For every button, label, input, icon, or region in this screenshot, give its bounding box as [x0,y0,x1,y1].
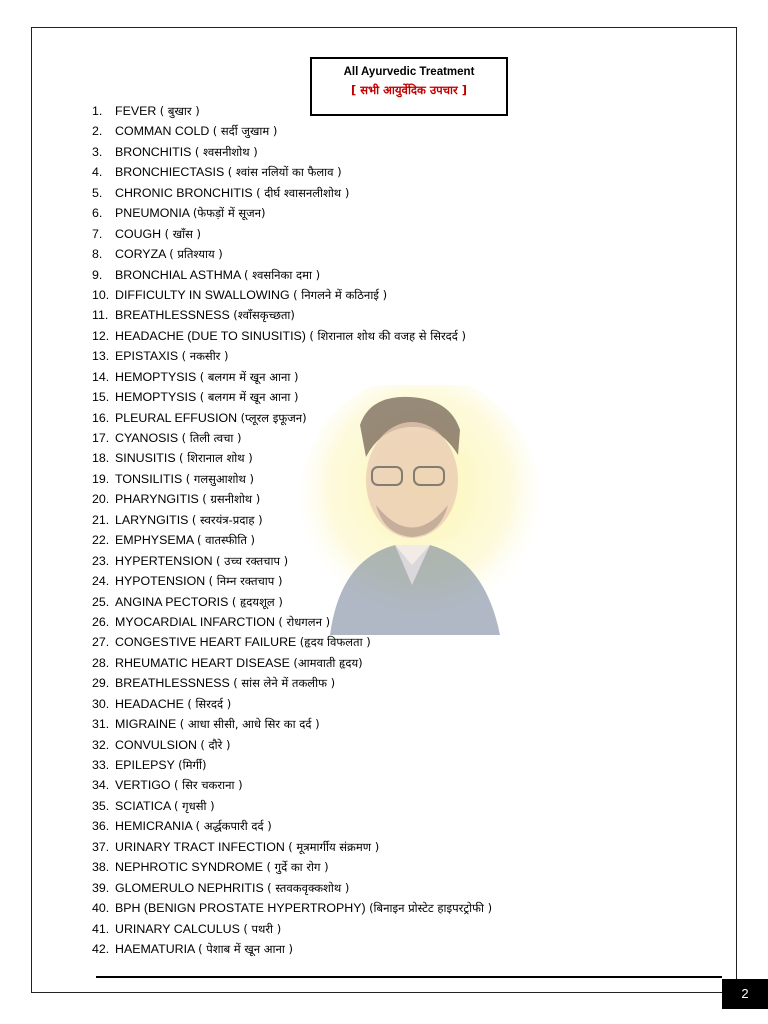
item-number: 38. [92,860,110,875]
item-hindi: ( गृधसी ) [174,798,215,813]
item-hindi: ( अर्द्धकपारी दर्द ) [195,819,272,834]
item-english: BRONCHIAL ASTHMA [115,267,241,282]
item-number: 5. [92,185,103,200]
list-item [92,714,492,734]
list-item [92,735,492,755]
footer-rule [96,976,722,978]
item-hindi: ( शिरानाल शोथ की वजह से सिरदर्द ) [309,328,467,343]
list-item [92,367,492,387]
list-item [92,551,492,571]
item-english: HAEMATURIA [115,941,195,956]
list-item [92,101,492,121]
item-number: 37. [92,839,110,854]
item-english: BREATHLESSNESS [115,676,230,691]
item-number: 19. [92,471,110,486]
item-english: FEVER [115,104,157,118]
item-english: TONSILITIS [115,471,183,486]
item-english: SINUSITIS [115,451,176,466]
item-english: CONGESTIVE HEART FAILURE [115,635,297,650]
item-hindi: ( उच्च रक्तचाप ) [216,553,289,568]
item-english: COMMAN COLD [115,124,210,139]
item-hindi: ( सांस लेने में तकलीफ ) [233,676,336,691]
item-english: LARYNGITIS [115,512,189,527]
list-item [92,265,492,285]
item-number: 16. [92,410,110,425]
list-item [92,755,492,775]
list-item [92,939,492,959]
list-item [92,796,492,816]
item-hindi: (हृदय विफलता ) [299,635,371,650]
item-hindi: ( दौरे ) [200,737,231,752]
item-english: BPH (BENIGN PROSTATE HYPERTROPHY) [115,901,366,916]
list-item [92,326,492,346]
item-english: HEADACHE [115,696,184,711]
list-item [92,857,492,877]
item-english: BRONCHITIS [115,144,192,159]
list-item [92,694,492,714]
item-hindi: (बिनाइन प्रोस्टेट हाइपरट्रोफी ) [369,901,493,916]
item-hindi: (फेफड़ों में सूजन) [192,206,266,221]
item-hindi: ( सिरदर्द ) [187,696,232,711]
list-item [92,142,492,162]
item-english: URINARY TRACT INFECTION [115,839,285,854]
item-english: MIGRAINE [115,717,177,732]
item-hindi: ( वातस्फीति ) [196,533,256,548]
item-english: PLEURAL EFFUSION [115,410,238,425]
item-english: EPISTAXIS [115,349,179,364]
item-english: PNEUMONIA [115,206,190,221]
list-item [92,448,492,468]
list-item [92,919,492,939]
list-item [92,632,492,652]
item-number: 29. [92,676,110,691]
item-number: 30. [92,696,110,711]
item-hindi: ( नकसीर ) [181,349,229,364]
item-number: 26. [92,614,110,629]
item-number: 21. [92,512,110,527]
item-number: 35. [92,798,110,813]
item-number: 41. [92,921,110,936]
item-hindi: ( रोधगलन ) [278,614,331,629]
item-number: 33. [92,758,110,772]
item-number: 18. [92,451,110,466]
list-item [92,878,492,898]
list-item [92,612,492,632]
item-english: BREATHLESSNESS [115,308,230,323]
item-hindi: ( श्वसनीशोथ ) [194,144,258,159]
item-english: NEPHROTIC SYNDROME [115,860,264,875]
list-item [92,285,492,305]
item-hindi: ( निगलने में कठिनाई ) [293,287,388,302]
list-item [92,305,492,325]
item-hindi: ( निम्न रक्तचाप ) [208,574,283,589]
item-hindi: ( सिर चकराना ) [174,778,243,793]
list-item [92,489,492,509]
item-english: COUGH [115,226,162,241]
item-hindi: ( श्वसनिका दमा ) [244,267,321,282]
item-number: 15. [92,390,110,405]
list-item [92,121,492,141]
item-number: 7. [92,226,103,241]
title-hindi: [ सभी आयुर्वेदिक उपचार ] [351,83,467,97]
item-english: HEMICRANIA [115,819,193,834]
item-number: 1. [92,104,103,118]
item-number: 24. [92,574,110,589]
item-english: CHRONIC BRONCHITIS [115,185,253,200]
item-hindi: ( पथरी ) [243,921,282,936]
item-hindi: ( स्तवकवृक्कशोथ ) [267,880,350,895]
item-english: HEADACHE (DUE TO SINUSITIS) [115,328,306,343]
item-english: PHARYNGITIS [115,492,199,507]
item-number: 9. [92,267,103,282]
item-english: EPILEPSY [115,758,175,772]
item-english: HEMOPTYSIS [115,390,197,405]
item-hindi: ( श्वांस नलियों का फैलाव ) [227,165,342,180]
item-hindi: ( गलसुआशोथ ) [185,471,254,486]
item-english: BRONCHIECTASIS [115,165,225,180]
treatment-list [92,101,492,959]
item-number: 42. [92,941,110,956]
item-english: HYPOTENSION [115,574,206,589]
list-item [92,898,492,918]
item-hindi: (मिर्गी) [178,758,207,772]
item-hindi: ( मूत्रमार्गीय संक्रमण ) [288,839,380,854]
list-item [92,428,492,448]
list-item [92,469,492,489]
item-hindi: ( हृदयशूल ) [231,594,283,609]
item-number: 40. [92,901,110,916]
item-english: HYPERTENSION [115,553,213,568]
list-item [92,510,492,530]
item-hindi: ( स्वरयंत्र-प्रदाह ) [191,512,263,527]
item-number: 20. [92,492,110,507]
list-item [92,244,492,264]
list-item [92,571,492,591]
item-number: 32. [92,737,110,752]
item-number: 17. [92,431,110,445]
item-hindi: ( आधा सीसी, आधे सिर का दर्द ) [179,717,320,732]
item-number: 34. [92,778,110,793]
item-number: 25. [92,594,110,609]
item-english: HEMOPTYSIS [115,369,197,384]
item-english: ANGINA PECTORIS [115,594,229,609]
item-english: EMPHYSEMA [115,533,194,548]
item-hindi: ( प्रतिश्याय ) [169,247,223,262]
item-hindi: ( बुखार ) [159,104,200,118]
item-number: 31. [92,717,110,732]
list-item [92,530,492,550]
item-english: MYOCARDIAL INFARCTION [115,614,275,629]
list-item [92,346,492,366]
list-item [92,673,492,693]
item-number: 27. [92,635,110,650]
item-hindi: ( बलगम में खून आना ) [199,369,299,384]
item-hindi: ( गुर्दे का रोग ) [266,860,329,875]
item-hindi: ( शिरानाल शोथ ) [179,451,253,466]
item-hindi: (प्लूरल इफूजन) [240,410,307,425]
list-item [92,653,492,673]
item-english: SCIATICA [115,798,171,813]
list-item [92,224,492,244]
item-english: VERTIGO [115,778,171,793]
item-english: RHEUMATIC HEART DISEASE [115,655,290,670]
item-hindi: ( खाँस ) [164,226,202,241]
item-number: 3. [92,144,103,159]
list-item [92,592,492,612]
item-number: 4. [92,165,103,180]
item-english: CYANOSIS [115,431,179,445]
item-number: 22. [92,533,110,548]
item-number: 11. [92,308,109,323]
item-number: 36. [92,819,110,834]
item-number: 6. [92,206,103,221]
item-hindi: ( तिली त्वचा ) [181,431,242,445]
item-english: CORYZA [115,247,166,262]
list-item [92,408,492,428]
item-hindi: (आमवाती हृदय) [293,655,363,670]
item-english: DIFFICULTY IN SWALLOWING [115,287,290,302]
item-number: 8. [92,247,103,262]
list-item [92,837,492,857]
item-hindi: ( ग्रसनीशोथ ) [202,492,261,507]
item-number: 12. [92,328,110,343]
item-hindi: (श्वाँसकृच्छता) [233,308,295,323]
list-item [92,387,492,407]
item-number: 23. [92,553,110,568]
list-item [92,775,492,795]
item-hindi: ( सर्दी जुखाम ) [212,124,278,139]
item-english: CONVULSION [115,737,197,752]
item-number: 13. [92,349,110,364]
item-english: GLOMERULO NEPHRITIS [115,880,264,895]
item-number: 10. [92,287,110,302]
item-number: 2. [92,124,103,139]
page-number: 2 [722,979,768,1009]
item-number: 14. [92,369,110,384]
item-hindi: ( बलगम में खून आना ) [199,390,299,405]
title-english: All Ayurvedic Treatment [343,66,475,78]
item-number: 39. [92,880,110,895]
item-hindi: ( पेशाब में खून आना ) [198,941,294,956]
list-item [92,183,492,203]
item-number: 28. [92,655,110,670]
list-item [92,162,492,182]
list-item [92,203,492,223]
list-item [92,816,492,836]
item-english: URINARY CALCULUS [115,921,240,936]
item-hindi: ( दीर्घ श्वासनलीशोथ ) [256,185,350,200]
